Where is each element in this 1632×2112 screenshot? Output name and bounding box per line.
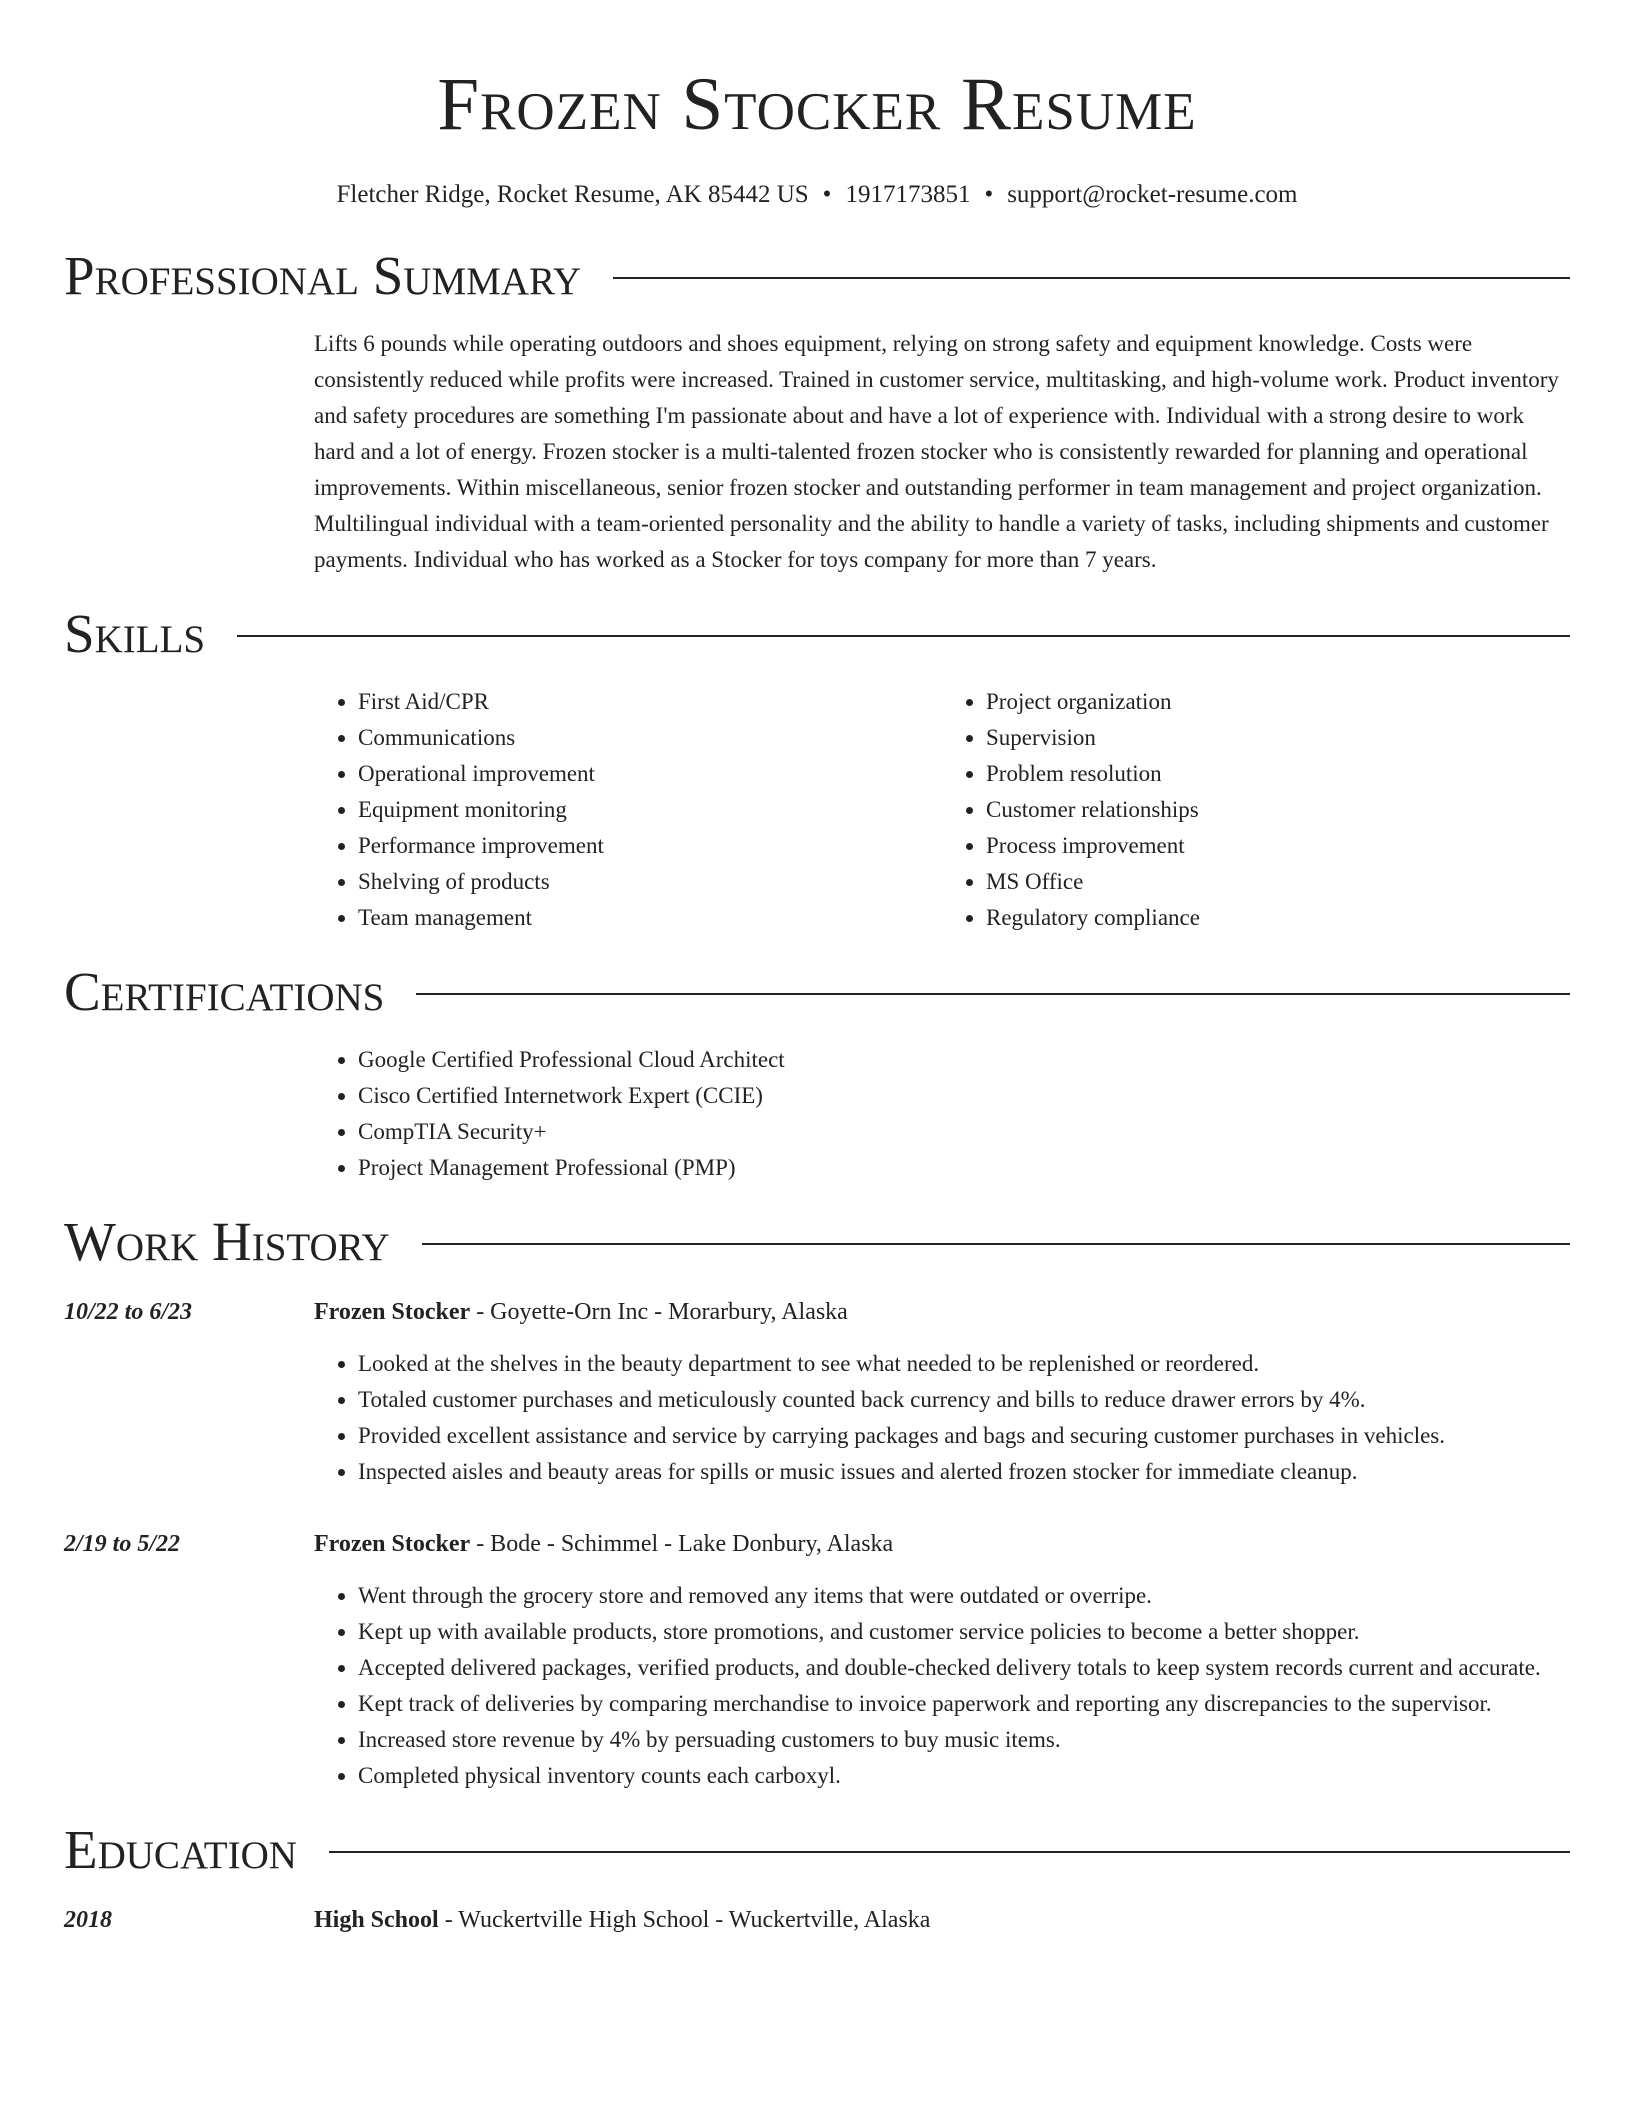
skill-item: • Process improvement [986,828,1570,864]
job-bullet: • Totaled customer purchases and meticulously counted back currency and bills to reduce drawer errors by 4%. [358,1382,1570,1418]
section-divider [613,277,1570,279]
job-bullet: • Inspected aisles and beauty areas for spills or music issues and alerted frozen stocker for immediate cleanup. [358,1454,1570,1490]
job-header [64,1526,1570,1562]
resume-title: Frozen Stocker Resume [437,63,1197,146]
job-bullet-list [314,1578,1570,1794]
skill-item: • Team management [358,900,942,936]
job-bullet: • Increased store revenue by 4% by persuading customers to buy music items. [358,1722,1570,1758]
section-divider [416,993,1570,995]
skill-item: • Problem resolution [986,756,1570,792]
job-bullet: • Accepted delivered packages, verified products, and double-checked delivery totals to keep system records current and accurate. [358,1650,1570,1686]
contact-separator: • [984,181,994,208]
education-school: - Wuckertville High School - Wuckertville, Alaska [438,1907,931,1933]
job-bullet: • Went through the grocery store and removed any items that were outdated or overripe. [358,1578,1570,1614]
skill-item: • First Aid/CPR [358,684,942,720]
summary-section [64,244,1570,578]
skills-list-left [314,684,942,936]
section-divider [422,1243,1570,1245]
job-role: Frozen Stocker [314,1299,471,1325]
contact-phone: 1917173851 [845,181,971,208]
job-entry [64,1294,1570,1490]
education-heading-line [314,1902,930,1938]
skill-item: • Operational improvement [358,756,942,792]
summary-header [64,244,1570,308]
education-header [64,1818,1570,1882]
section-divider [237,635,1570,637]
certifications-list [314,1042,1570,1186]
job-bullet: • Looked at the shelves in the beauty department to see what needed to be replenished or reordered. [358,1346,1570,1382]
summary-heading: Professional Summary [64,245,582,306]
certification-item: • Cisco Certified Internetwork Expert (CCIE) [358,1078,1570,1114]
skill-item: • Shelving of products [358,864,942,900]
job-role: Frozen Stocker [314,1531,471,1557]
skills-list-right [942,684,1570,936]
skill-item: • Customer relationships [986,792,1570,828]
job-heading [314,1294,848,1330]
job-bullet-list [314,1346,1570,1490]
certifications-header [64,960,1570,1024]
certification-item: • Google Certified Professional Cloud Architect [358,1042,1570,1078]
education-section [64,1818,1570,1938]
job-bullet: • Kept up with available products, store promotions, and customer service policies to become a better shopper. [358,1614,1570,1650]
contact-separator: • [822,181,832,208]
skill-item: • Project organization [986,684,1570,720]
contact-line [64,178,1570,212]
skill-item: • MS Office [986,864,1570,900]
work-history-header [64,1210,1570,1274]
certifications-section [64,960,1570,1186]
job-dates: 2/19 to 5/22 [64,1531,181,1557]
job-bullet: • Provided excellent assistance and service by carrying packages and bags and securing customer purchases in vehicles. [358,1418,1570,1454]
education-year: 2018 [64,1907,112,1933]
education-heading: Education [64,1819,297,1880]
skills-header [64,602,1570,666]
certifications-heading: Certifications [64,961,385,1022]
certifications-body [314,1042,1570,1186]
skill-item: • Performance improvement [358,828,942,864]
contact-email: support@rocket-resume.com [1007,181,1298,208]
work-history-heading: Work History [64,1211,390,1272]
skill-item: • Equipment monitoring [358,792,942,828]
education-degree: High School [314,1907,439,1933]
job-header [64,1294,1570,1330]
job-bullet: • Kept track of deliveries by comparing merchandise to invoice paperwork and reporting any discrepancies to the supervisor. [358,1686,1570,1722]
skills-columns [314,684,1570,936]
skill-item: • Communications [358,720,942,756]
job-bullet: • Completed physical inventory counts each carboxyl. [358,1758,1570,1794]
summary-text: Lifts 6 pounds while operating outdoors and shoes equipment, relying on strong safety and equipment knowledge. Costs were consistently reduced while profits were increased. Trained in customer service, multitasking, and high-volume work. Product inventory and safety procedures are something I'm passionate about and have a lot of experience with. Individual with a strong desire to work hard and a lot of energy. Frozen stocker is a multi-talented frozen stocker who is consistently rewarded for planning and operational improvements. Within miscellaneous, senior frozen stocker and outstanding performer in team management and project organization. Multilingual individual with a team-oriented personality and the ability to handle a variety of tasks, including shipments and customer payments. Individual who has worked as a Stocker for toys company for more than 7 years. [314,331,1559,572]
job-employer: - Bode - Schimmel - Lake Donbury, Alaska [470,1531,894,1557]
certification-item: • CompTIA Security+ [358,1114,1570,1150]
job-entry [64,1526,1570,1794]
work-history-section [64,1210,1570,1794]
skill-item: • Regulatory compliance [986,900,1570,936]
certification-item: • Project Management Professional (PMP) [358,1150,1570,1186]
skills-heading: Skills [64,603,206,664]
section-divider [329,1851,1570,1853]
job-dates: 10/22 to 6/23 [64,1299,193,1325]
skills-section [64,602,1570,936]
job-employer: - Goyette-Orn Inc - Morarbury, Alaska [470,1299,848,1325]
contact-address: Fletcher Ridge, Rocket Resume, AK 85442 US [336,181,809,208]
skill-item: • Supervision [986,720,1570,756]
job-heading [314,1526,893,1562]
education-entry [64,1902,1570,1938]
